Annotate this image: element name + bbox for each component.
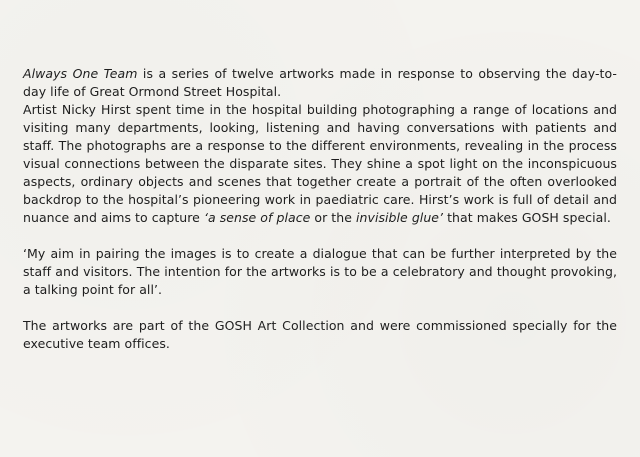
- artist-text-italic-2: invisible glue’: [356, 210, 444, 225]
- collection-paragraph: The artworks are part of the GOSH Art Collection and were commissioned specially for the executive team offices.: [23, 318, 617, 351]
- intro-text: is a series of twelve artworks made in response to observing the day-to-day life of Great Ormond Street Hospital.: [23, 66, 617, 99]
- artist-text-part-2: or the: [310, 210, 356, 225]
- artist-text-part-3: that makes GOSH special.: [443, 210, 611, 225]
- artist-paragraph: [23, 101, 617, 227]
- intro-paragraph: [23, 65, 617, 101]
- artwork-series-title: Always One Team: [23, 66, 138, 81]
- artist-quote-paragraph: ‘My aim in pairing the images is to create a dialogue that can be further interpreted by the staff and visitors. The intention for the artworks is to be a celebratory and thought provoking, a talking point for all’.: [23, 246, 617, 297]
- document-text: [23, 65, 617, 353]
- artist-text-part-1: Artist Nicky Hirst spent time in the hospital building photographing a range of locations and visiting many departments, looking, listening and having conversations with patients and staff. The photographs are a response to the different environments, revealing in the process visual connections between the disparate sites. They shine a spot light on the inconspicuous aspects, ordinary objects and scenes that together create a portrait of the often overlooked backdrop to the hospital’s pioneering work in paediatric care. Hirst’s work is full of detail and nuance and aims to capture: [23, 102, 617, 225]
- artist-text-italic-1: ‘a sense of place: [203, 210, 311, 225]
